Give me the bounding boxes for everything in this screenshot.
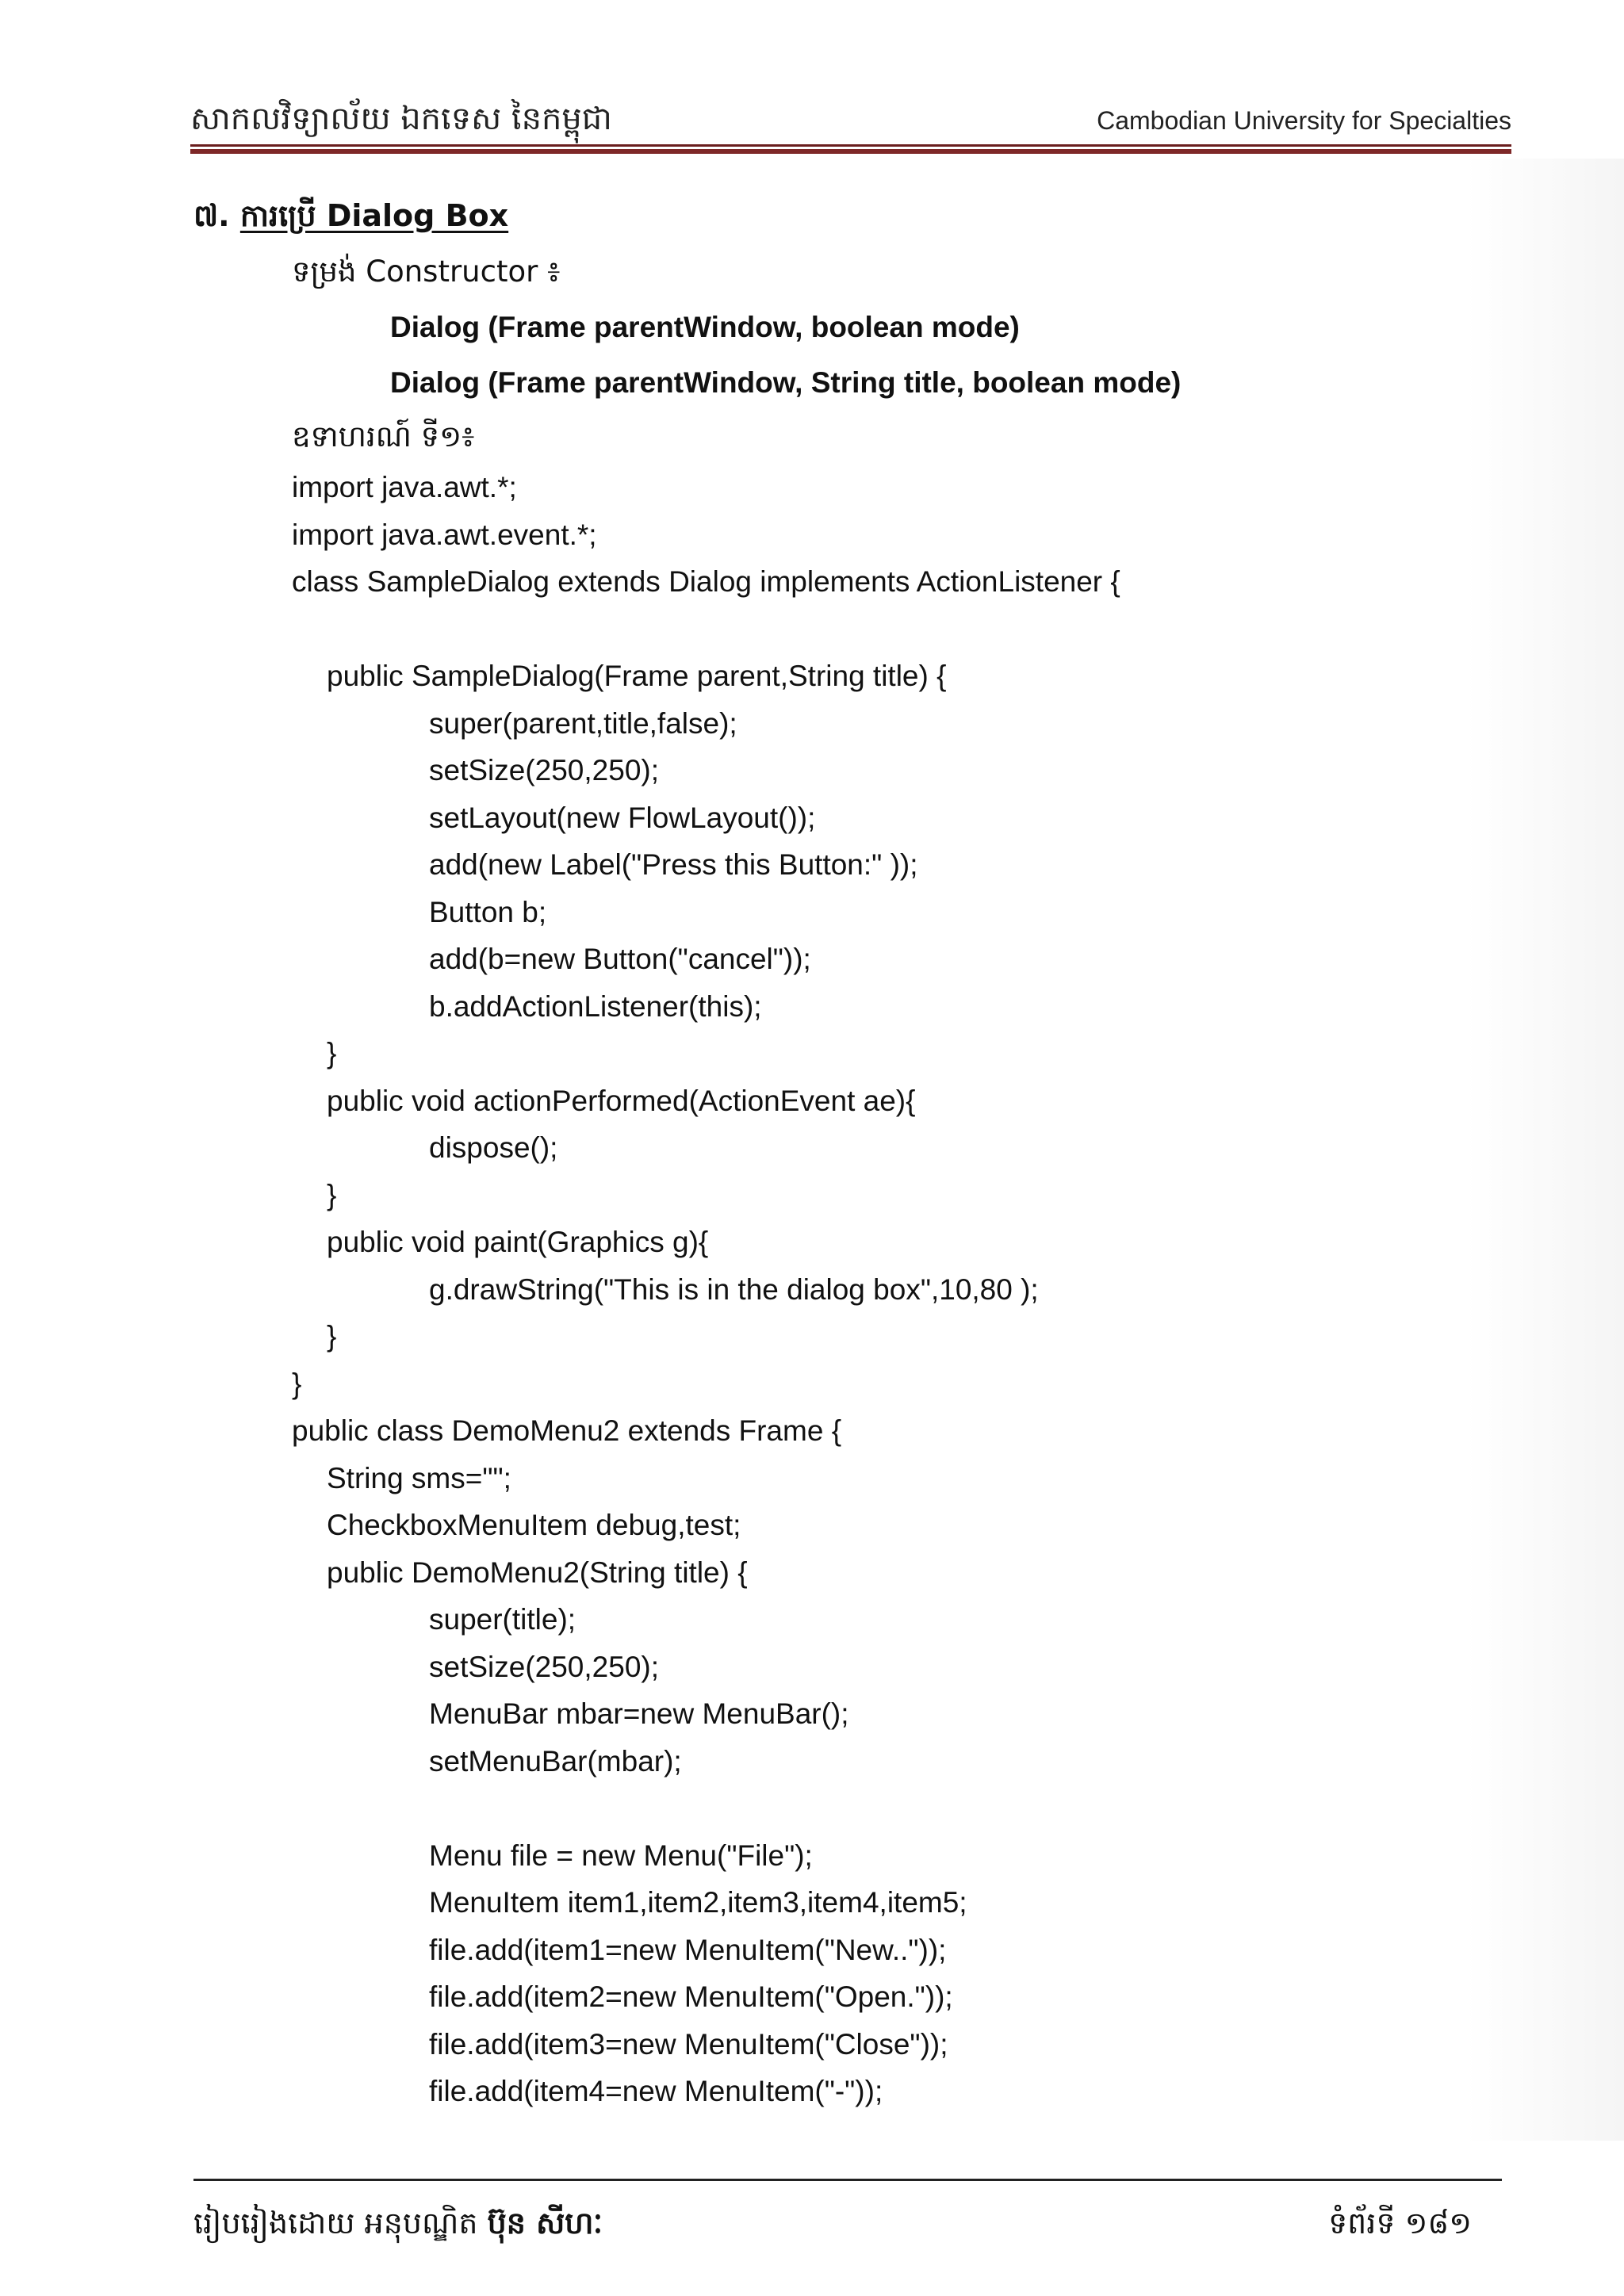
footer-author-name: ប៊ុន សីហៈ	[487, 2206, 603, 2241]
code-line: file.add(item4=new MenuItem("-"));	[429, 2075, 883, 2107]
constructor-label: ទម្រង់ Constructor ៖	[292, 254, 561, 289]
code-line: setSize(250,250);	[429, 754, 660, 786]
code-line: super(parent,title,false);	[429, 707, 737, 740]
code-line: public SampleDialog(Frame parent,String title) {	[327, 660, 947, 692]
code-line: add(b=new Button("cancel"));	[429, 943, 811, 975]
code-line: public void actionPerformed(ActionEvent ae){	[327, 1085, 916, 1117]
code-line: CheckboxMenuItem debug,test;	[327, 1509, 741, 1541]
section-heading	[193, 197, 508, 241]
code-line: add(new Label("Press this Button:" ));	[429, 848, 918, 881]
code-line: Menu file = new Menu("File");	[429, 1839, 813, 1872]
section-title: ការប្រើ Dialog Box	[239, 198, 509, 233]
code-line: file.add(item2=new MenuItem("Open."));	[429, 1980, 953, 2013]
code-line: }	[292, 1368, 302, 1400]
code-line: import java.awt.event.*;	[292, 519, 597, 551]
code-line: dispose();	[429, 1131, 558, 1164]
header-rule	[190, 144, 1511, 154]
constructor-signature: Dialog (Frame parentWindow, String title, boolean mode)	[390, 366, 1182, 399]
code-line: MenuItem item1,item2,item3,item4,item5;	[429, 1886, 967, 1919]
section-number: ៧.	[193, 198, 230, 233]
example-label: ឧទាហរណ៍ ទី១៖	[292, 419, 475, 453]
code-line: public void paint(Graphics g){	[327, 1226, 709, 1258]
code-line: MenuBar mbar=new MenuBar();	[429, 1697, 849, 1730]
code-line: import java.awt.*;	[292, 471, 517, 503]
code-line: }	[327, 1037, 337, 1070]
code-line: class SampleDialog extends Dialog implements ActionListener {	[292, 565, 1120, 598]
header-university-khmer: សាកលវិទ្យាល័យ ឯកទេស នៃកម្ពុជា	[190, 101, 612, 137]
code-line: g.drawString("This is in the dialog box",10,80 );	[429, 1273, 1039, 1306]
code-line: public DemoMenu2(String title) {	[327, 1556, 748, 1589]
page-number: ទំព័រទី ១៨១	[1328, 2206, 1472, 2241]
header-university-english: Cambodian University for Specialties	[1097, 106, 1511, 135]
code-line: setLayout(new FlowLayout());	[429, 802, 816, 834]
code-line: String sms="";	[327, 1462, 511, 1494]
code-line: super(title);	[429, 1603, 576, 1636]
code-line: public class DemoMenu2 extends Frame {	[292, 1414, 842, 1447]
footer-rule	[193, 2179, 1502, 2181]
page-header	[190, 94, 1511, 144]
code-line: b.addActionListener(this);	[429, 990, 762, 1023]
code-line: Button b;	[429, 896, 547, 928]
footer-author	[193, 2204, 603, 2248]
constructor-signature: Dialog (Frame parentWindow, boolean mode)	[390, 311, 1020, 343]
code-line: }	[327, 1179, 337, 1211]
footer-prepared-by: រៀបរៀងដោយ អនុបណ្ឌិត	[193, 2206, 478, 2241]
code-line: file.add(item3=new MenuItem("Close"));	[429, 2028, 948, 2061]
code-line: file.add(item1=new MenuItem("New.."));	[429, 1934, 947, 1966]
code-line: setMenuBar(mbar);	[429, 1745, 682, 1777]
code-line: }	[327, 1320, 337, 1353]
code-line: setSize(250,250);	[429, 1651, 660, 1683]
